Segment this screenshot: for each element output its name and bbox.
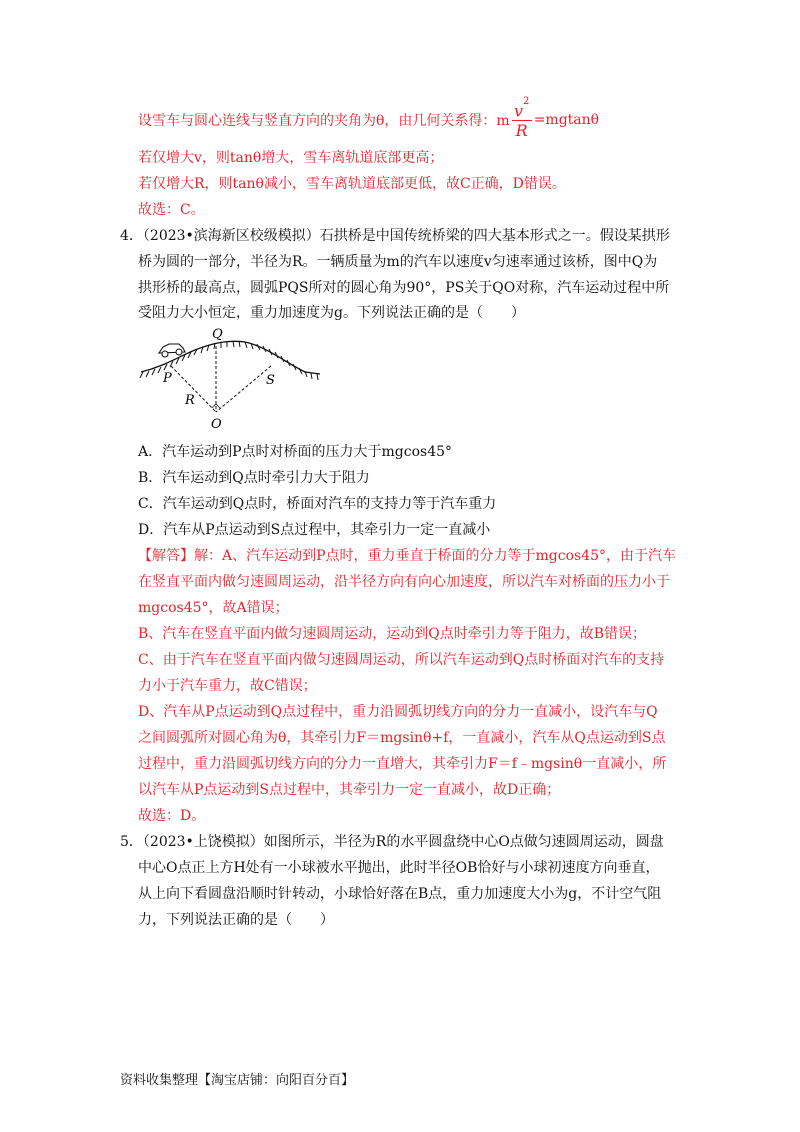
radius-os [216,366,271,412]
q3-line-2: 若仅增大v，则tanθ增大，雪车离轨道底部更高； [138,150,444,166]
label-s: S [266,373,275,388]
label-p: P [163,371,172,386]
q3-formula-suffix: =mgtanθ [533,112,600,128]
label-q: Q [212,327,223,342]
q3-formula-line [138,94,599,146]
q4-answer-line-a3: mgcos45°，故A错误； [138,600,289,616]
q4-answer-line-a1 [138,546,676,566]
q4-answer-line-d1: D、汽车从P点运动到Q点过程中，重力沿圆弧切线方向的分力一直减小，设汽车与Q [138,704,658,720]
q4-answer-line-a2: 在竖直平面内做匀速圆周运动，沿半径方向有向心加速度，所以汽车对桥面的压力小于 [138,574,670,590]
q3-fraction [512,95,532,141]
q4-option-b: B．汽车运动到Q点时牵引力大于阻力 [138,470,370,486]
q3-choice: 故选：C。 [138,202,205,218]
q3-frac-num: v [513,101,524,121]
q4-answer-line-d4: 以汽车从P点运动到S点过程中，其牵引力一定一直减小，故D正确； [138,782,561,798]
q5-stem-3: 从上向下看圆盘沿顺时针转动，小球恰好落在B点，重力加速度大小为g，不计空气阻 [138,886,662,902]
label-r: R [185,393,195,408]
q4-stem-2: 桥为圆的一部分，半径为R。一辆质量为m的汽车以速度v匀速率通过该桥，图中Q为 [138,254,658,270]
q3-frac-den: R [515,121,528,141]
q4-answer-line-d2: 之间圆弧所对圆心角为θ，其牵引力F＝mgsinθ+f，一直减小，汽车从Q点运动到S点 [138,730,666,746]
q5-stem-1: 5．（2023•上饶模拟）如图所示，半径为R的水平圆盘绕中心O点做匀速圆周运动，圆盘 [120,834,664,850]
q4-answer-line-c2: 力小于汽车重力，故C错误； [138,678,317,694]
answer-tag: 【解答】 [138,548,194,564]
q3-line-3: 若仅增大R，则tanθ减小，雪车离轨道底部更低，故C正确，D错误。 [138,176,566,192]
q4-stem-4: 受阻力大小恒定，重力加速度为g。下列说法正确的是（ ） [138,305,525,321]
q3-frac-exp: 2 [523,95,530,107]
q4-stem-3: 拱形桥的最高点，圆弧PQS所对的圆心角为90°，PS关于QO对称，汽车运动过程中所 [138,280,670,296]
q4-answer-line-c1: C、由于汽车在竖直平面内做匀速圆周运动，所以汽车运动到Q点时桥面对汽车的支持 [138,652,665,668]
arch-bridge-figure [135,322,330,438]
q4-choice: 故选：D。 [138,808,206,824]
q4-stem-1: 4．（2023•滨海新区校级模拟）石拱桥是中国传统桥梁的四大基本形式之一。假设某拱形 [120,228,670,244]
q4-option-c: C．汽车运动到Q点时，桥面对汽车的支持力等于汽车重力 [138,496,497,512]
car-icon [159,344,185,357]
q5-stem-2: 中心O点正上方H处有一小球被水平抛出，此时半径OB恰好与小球初速度方向垂直， [138,860,660,876]
q3-formula-prefix: 设雪车与圆心连线与竖直方向的夹角为θ，由几何关系得：m [138,113,510,129]
q5-stem-4: 力，下列说法正确的是（ ） [138,912,334,928]
q4-option-a: A．汽车运动到P点时对桥面的压力大于mgcos45° [138,444,453,460]
q4-answer-line-b1: B、汽车在竖直平面内做匀速圆周运动，运动到Q点时牵引力等于阻力，故B错误； [138,626,647,642]
page-footer: 资料收集整理【淘宝店铺：向阳百分百】 [120,1073,355,1088]
q4-answer-line-d3: 过程中，重力沿圆弧切线方向的分力一直增大，其牵引力F＝f﹣mgsinθ一直减小，所 [138,756,667,772]
label-o: O [211,417,222,432]
answer-a1-text: 解：A、汽车运动到P点时，重力垂直于桥面的分力等于mgcos45°，由于汽车 [194,548,677,564]
q4-option-d: D．汽车从P点运动到S点过程中，其牵引力一定一直减小 [138,522,491,538]
